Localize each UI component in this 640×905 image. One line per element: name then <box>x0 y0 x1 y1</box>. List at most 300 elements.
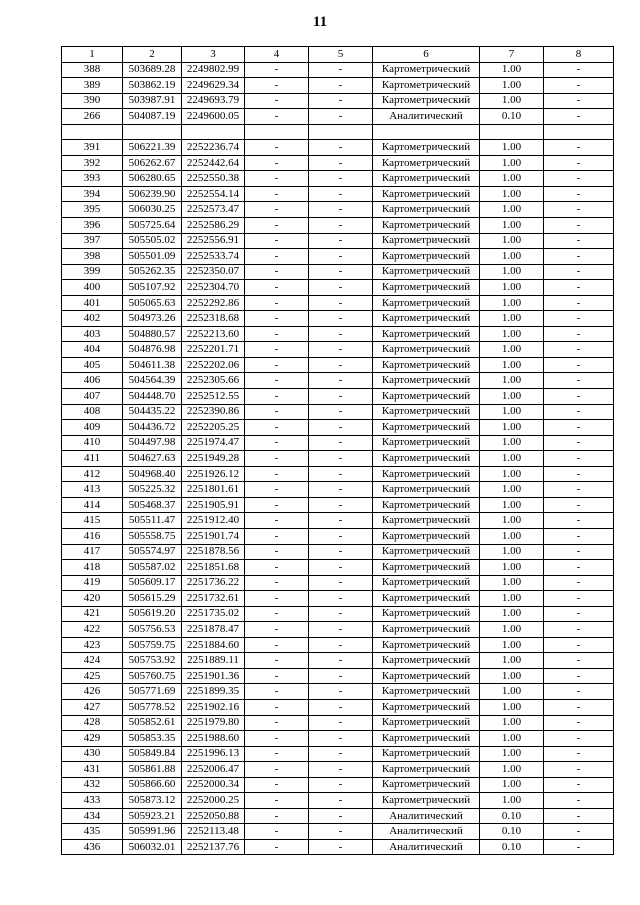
table-cell: - <box>245 653 309 669</box>
table-cell: 1.00 <box>480 528 544 544</box>
table-cell: 2252304.70 <box>182 280 245 296</box>
table-cell: 2252586.29 <box>182 218 245 234</box>
table-cell: - <box>309 404 373 420</box>
table-cell: 1.00 <box>480 435 544 451</box>
table-cell: 505759.75 <box>123 637 182 653</box>
table-cell: 1.00 <box>480 793 544 809</box>
column-header-1: 1 <box>62 47 123 63</box>
table-cell: 2252318.68 <box>182 311 245 327</box>
table-cell: 1.00 <box>480 699 544 715</box>
table-cell: 2252292.86 <box>182 295 245 311</box>
table-cell: Картометрический <box>373 513 480 529</box>
table-cell: - <box>309 528 373 544</box>
table-cell: Картометрический <box>373 62 480 78</box>
table-cell: Картометрический <box>373 715 480 731</box>
table-cell: 413 <box>62 482 123 498</box>
table-row <box>62 140 614 156</box>
table-cell: - <box>309 699 373 715</box>
table-cell: Картометрический <box>373 762 480 778</box>
table-cell: 505065.63 <box>123 295 182 311</box>
table-cell: 505760.75 <box>123 668 182 684</box>
table-cell: 505991.96 <box>123 824 182 840</box>
table-cell: 1.00 <box>480 326 544 342</box>
table-cell: 2251905.91 <box>182 497 245 513</box>
table-cell: 1.00 <box>480 342 544 358</box>
table-cell: 506280.65 <box>123 171 182 187</box>
table-cell: 1.00 <box>480 715 544 731</box>
table-cell: - <box>309 606 373 622</box>
table-cell: 2252350.07 <box>182 264 245 280</box>
table-cell: 1.00 <box>480 357 544 373</box>
table-cell: - <box>544 326 614 342</box>
table-row <box>62 746 614 762</box>
table-cell: Картометрический <box>373 326 480 342</box>
table-cell: 2251901.36 <box>182 668 245 684</box>
table-cell: - <box>309 202 373 218</box>
table-cell: - <box>544 280 614 296</box>
table-cell: 505866.60 <box>123 777 182 793</box>
table-cell: Картометрический <box>373 731 480 747</box>
table-cell: Картометрический <box>373 606 480 622</box>
table-cell: - <box>245 793 309 809</box>
table-cell: - <box>309 653 373 669</box>
table-cell: - <box>544 62 614 78</box>
table-cell: 505262.35 <box>123 264 182 280</box>
table-cell: - <box>309 233 373 249</box>
table-cell: - <box>309 482 373 498</box>
table-cell: 505107.92 <box>123 280 182 296</box>
table-cell: 2252137.76 <box>182 839 245 855</box>
table-cell: 1.00 <box>480 404 544 420</box>
table-cell: 505587.02 <box>123 560 182 576</box>
table-cell: - <box>245 528 309 544</box>
table-cell: - <box>245 451 309 467</box>
table-cell: 418 <box>62 560 123 576</box>
table-cell: 1.00 <box>480 420 544 436</box>
table-row <box>62 544 614 560</box>
table-row <box>62 233 614 249</box>
table-cell: 2252205.25 <box>182 420 245 436</box>
table-cell: - <box>245 575 309 591</box>
page-number: 11 <box>312 14 328 30</box>
table-cell: 2249802.99 <box>182 62 245 78</box>
table-cell: Картометрический <box>373 637 480 653</box>
table-cell: 400 <box>62 280 123 296</box>
table-cell: - <box>309 715 373 731</box>
table-cell: 2251996.13 <box>182 746 245 762</box>
table-cell: 431 <box>62 762 123 778</box>
table-cell: - <box>245 435 309 451</box>
table-cell: 505778.52 <box>123 699 182 715</box>
table-cell: - <box>309 93 373 109</box>
table-cell: 2252201.71 <box>182 342 245 358</box>
table-cell: 393 <box>62 171 123 187</box>
table-cell: - <box>309 249 373 265</box>
table-cell: 2252390.86 <box>182 404 245 420</box>
header-row <box>62 47 614 63</box>
column-header-7: 7 <box>480 47 544 63</box>
table-cell: - <box>544 140 614 156</box>
table-cell: 1.00 <box>480 155 544 171</box>
table-cell: 422 <box>62 622 123 638</box>
table-cell: Картометрический <box>373 777 480 793</box>
table-cell: - <box>544 497 614 513</box>
table-cell <box>544 124 614 140</box>
table-cell: 2252573.47 <box>182 202 245 218</box>
table-cell: 2252113.48 <box>182 824 245 840</box>
table-row <box>62 839 614 855</box>
table-cell: - <box>245 249 309 265</box>
table-cell: - <box>544 466 614 482</box>
table-cell: 1.00 <box>480 186 544 202</box>
table-cell: - <box>245 280 309 296</box>
table-cell: - <box>544 746 614 762</box>
table-cell: - <box>309 591 373 607</box>
table-cell: 2251878.47 <box>182 622 245 638</box>
table-cell: - <box>245 513 309 529</box>
table-cell: 2252512.55 <box>182 389 245 405</box>
table-cell: - <box>544 793 614 809</box>
table-cell: - <box>544 684 614 700</box>
table-row <box>62 793 614 809</box>
table-cell: - <box>309 295 373 311</box>
coordinates-table <box>61 46 614 855</box>
table-cell: - <box>544 404 614 420</box>
table-cell: 391 <box>62 140 123 156</box>
table-cell: 2252000.25 <box>182 793 245 809</box>
table-cell: - <box>309 420 373 436</box>
table-cell: 1.00 <box>480 497 544 513</box>
table-cell: 1.00 <box>480 280 544 296</box>
table-cell: 395 <box>62 202 123 218</box>
table-cell: Картометрический <box>373 482 480 498</box>
table-cell: - <box>245 404 309 420</box>
table-cell: 1.00 <box>480 544 544 560</box>
table-cell: - <box>245 699 309 715</box>
table-row <box>62 731 614 747</box>
table-row <box>62 78 614 94</box>
table-cell: 504436.72 <box>123 420 182 436</box>
table-cell: - <box>309 342 373 358</box>
table-cell: 506030.25 <box>123 202 182 218</box>
table-cell: 2251851.68 <box>182 560 245 576</box>
table-cell: Картометрический <box>373 684 480 700</box>
table-row <box>62 389 614 405</box>
table-row <box>62 295 614 311</box>
table-cell: - <box>544 295 614 311</box>
table-cell: 2251899.35 <box>182 684 245 700</box>
table-cell: 435 <box>62 824 123 840</box>
table-cell: 412 <box>62 466 123 482</box>
table-cell: 399 <box>62 264 123 280</box>
table-cell: 505861.88 <box>123 762 182 778</box>
table-cell: 503987.91 <box>123 93 182 109</box>
table-cell: 406 <box>62 373 123 389</box>
table-row <box>62 482 614 498</box>
table-cell: 505771.69 <box>123 684 182 700</box>
table-cell: 504627.63 <box>123 451 182 467</box>
table-cell: - <box>309 466 373 482</box>
table-cell: - <box>544 544 614 560</box>
table-cell: - <box>245 233 309 249</box>
table-cell: - <box>544 513 614 529</box>
table-cell: Аналитический <box>373 839 480 855</box>
table-cell: Картометрический <box>373 155 480 171</box>
table-cell: 2249629.34 <box>182 78 245 94</box>
table-cell: Картометрический <box>373 202 480 218</box>
table-cell: 504880.57 <box>123 326 182 342</box>
table-cell: Картометрический <box>373 622 480 638</box>
table-cell <box>182 124 245 140</box>
table-cell: 1.00 <box>480 746 544 762</box>
table-row <box>62 824 614 840</box>
table-cell: 503689.28 <box>123 62 182 78</box>
table-cell: 504611.38 <box>123 357 182 373</box>
table-cell: - <box>544 560 614 576</box>
table-cell: - <box>309 326 373 342</box>
table-row <box>62 591 614 607</box>
table-cell: 410 <box>62 435 123 451</box>
table-cell: - <box>309 839 373 855</box>
table-cell: 506032.01 <box>123 839 182 855</box>
table-row <box>62 124 614 140</box>
table-cell: 2251735.02 <box>182 606 245 622</box>
table-cell: 1.00 <box>480 389 544 405</box>
table-row <box>62 109 614 125</box>
table-cell: 1.00 <box>480 311 544 327</box>
table-cell: - <box>544 93 614 109</box>
table-cell: 2251878.56 <box>182 544 245 560</box>
table-cell: 0.10 <box>480 808 544 824</box>
table-cell: 428 <box>62 715 123 731</box>
table-cell: 425 <box>62 668 123 684</box>
table-cell: - <box>309 140 373 156</box>
table-cell: Картометрический <box>373 404 480 420</box>
table-cell: 504448.70 <box>123 389 182 405</box>
table-cell: - <box>309 373 373 389</box>
table-cell: - <box>544 699 614 715</box>
table-cell: - <box>309 280 373 296</box>
table-cell: Картометрический <box>373 171 480 187</box>
table-cell: - <box>245 824 309 840</box>
table-cell: - <box>309 777 373 793</box>
table-cell: 392 <box>62 155 123 171</box>
table-row <box>62 373 614 389</box>
table-cell: Картометрический <box>373 544 480 560</box>
table-cell: - <box>245 109 309 125</box>
table-cell: 1.00 <box>480 451 544 467</box>
table-cell: - <box>245 93 309 109</box>
table-row <box>62 653 614 669</box>
table-cell: - <box>544 451 614 467</box>
table-cell: 2251949.28 <box>182 451 245 467</box>
table-row <box>62 249 614 265</box>
table-cell: 2252202.06 <box>182 357 245 373</box>
table-cell: - <box>245 668 309 684</box>
table-cell: 1.00 <box>480 233 544 249</box>
table-cell: 2251912.40 <box>182 513 245 529</box>
table-row <box>62 513 614 529</box>
table-row <box>62 528 614 544</box>
table-cell: 403 <box>62 326 123 342</box>
table-cell: 1.00 <box>480 606 544 622</box>
table-cell: - <box>245 497 309 513</box>
table-cell: 1.00 <box>480 777 544 793</box>
table-cell: Картометрический <box>373 264 480 280</box>
table-cell: - <box>544 264 614 280</box>
table-cell: - <box>544 202 614 218</box>
table-cell: - <box>309 155 373 171</box>
table-cell: Картометрический <box>373 497 480 513</box>
table-cell: - <box>245 637 309 653</box>
table-cell: - <box>245 218 309 234</box>
table-cell: - <box>309 808 373 824</box>
table-row <box>62 497 614 513</box>
table-cell: - <box>544 218 614 234</box>
table-cell: - <box>544 186 614 202</box>
table-cell: - <box>245 591 309 607</box>
table-cell: Картометрический <box>373 528 480 544</box>
table-cell: - <box>309 78 373 94</box>
table-cell: Картометрический <box>373 357 480 373</box>
table-cell: 407 <box>62 389 123 405</box>
table-cell: 504087.19 <box>123 109 182 125</box>
table-cell: - <box>245 606 309 622</box>
table-cell: 1.00 <box>480 653 544 669</box>
table-cell: - <box>544 171 614 187</box>
table-cell: Картометрический <box>373 793 480 809</box>
table-cell: - <box>245 762 309 778</box>
table-cell: Аналитический <box>373 824 480 840</box>
table-cell: 505753.92 <box>123 653 182 669</box>
table-cell: - <box>544 482 614 498</box>
table-cell: 1.00 <box>480 140 544 156</box>
table-cell: 436 <box>62 839 123 855</box>
table-cell: 397 <box>62 233 123 249</box>
table-cell: - <box>544 762 614 778</box>
table-cell: - <box>309 357 373 373</box>
table-cell: 1.00 <box>480 731 544 747</box>
table-cell: 0.10 <box>480 839 544 855</box>
table-cell: 1.00 <box>480 575 544 591</box>
table-cell: - <box>309 668 373 684</box>
table-cell: 432 <box>62 777 123 793</box>
table-cell: 503862.19 <box>123 78 182 94</box>
table-cell: Картометрический <box>373 295 480 311</box>
table-row <box>62 280 614 296</box>
table-cell: 417 <box>62 544 123 560</box>
table-cell: - <box>245 746 309 762</box>
table-cell: Картометрический <box>373 668 480 684</box>
table-cell: - <box>544 357 614 373</box>
table-cell: 1.00 <box>480 295 544 311</box>
table-cell: 505558.75 <box>123 528 182 544</box>
table-cell: 266 <box>62 109 123 125</box>
table-cell: - <box>245 326 309 342</box>
table-cell: 2252442.64 <box>182 155 245 171</box>
table-cell: - <box>245 715 309 731</box>
table-cell: 505619.20 <box>123 606 182 622</box>
table-row <box>62 699 614 715</box>
table-cell: 504564.39 <box>123 373 182 389</box>
table-cell: - <box>245 731 309 747</box>
table-cell: 1.00 <box>480 684 544 700</box>
table-cell: Картометрический <box>373 249 480 265</box>
table-cell: 1.00 <box>480 171 544 187</box>
table-cell: 2252533.74 <box>182 249 245 265</box>
table-cell: 2252550.38 <box>182 171 245 187</box>
table-cell: Картометрический <box>373 653 480 669</box>
table-cell: 2252006.47 <box>182 762 245 778</box>
table-cell: 408 <box>62 404 123 420</box>
table-cell <box>62 124 123 140</box>
table-cell: - <box>245 560 309 576</box>
table-cell: 1.00 <box>480 560 544 576</box>
table-row <box>62 575 614 591</box>
table-row <box>62 311 614 327</box>
table-cell: - <box>245 777 309 793</box>
table-cell: - <box>544 155 614 171</box>
table-cell: - <box>544 777 614 793</box>
table-cell: - <box>309 264 373 280</box>
table-cell: 505468.37 <box>123 497 182 513</box>
table-cell: 1.00 <box>480 668 544 684</box>
table-cell: Картометрический <box>373 466 480 482</box>
table-cell: Картометрический <box>373 186 480 202</box>
table-cell: Картометрический <box>373 560 480 576</box>
table-cell: 427 <box>62 699 123 715</box>
table-cell: 389 <box>62 78 123 94</box>
table-cell: 396 <box>62 218 123 234</box>
table-cell: 505853.35 <box>123 731 182 747</box>
table-cell: - <box>245 186 309 202</box>
table-cell: Картометрический <box>373 435 480 451</box>
table-cell: Картометрический <box>373 342 480 358</box>
table-cell: Аналитический <box>373 808 480 824</box>
table-cell: 1.00 <box>480 591 544 607</box>
table-cell: - <box>245 140 309 156</box>
column-header-5: 5 <box>309 47 373 63</box>
table-row <box>62 404 614 420</box>
table-cell: Картометрический <box>373 451 480 467</box>
table-cell: 2252554.14 <box>182 186 245 202</box>
table-cell: 1.00 <box>480 482 544 498</box>
table-cell: - <box>544 435 614 451</box>
table-cell: Картометрический <box>373 373 480 389</box>
table-cell: - <box>309 560 373 576</box>
table-cell: 390 <box>62 93 123 109</box>
table-cell: 505574.97 <box>123 544 182 560</box>
table-row <box>62 357 614 373</box>
column-header-6: 6 <box>373 47 480 63</box>
table-cell: 2251902.16 <box>182 699 245 715</box>
table-cell: Картометрический <box>373 311 480 327</box>
table-cell: - <box>544 528 614 544</box>
table-cell <box>480 124 544 140</box>
table-cell: - <box>309 171 373 187</box>
table-cell: 426 <box>62 684 123 700</box>
table-cell: 2252305.66 <box>182 373 245 389</box>
table-row <box>62 420 614 436</box>
table-cell: - <box>309 218 373 234</box>
table-cell: 505756.53 <box>123 622 182 638</box>
table-cell: - <box>309 109 373 125</box>
table-cell: Картометрический <box>373 218 480 234</box>
table-cell: - <box>245 264 309 280</box>
table-cell: - <box>245 684 309 700</box>
table-cell: 411 <box>62 451 123 467</box>
table-cell: 505725.64 <box>123 218 182 234</box>
